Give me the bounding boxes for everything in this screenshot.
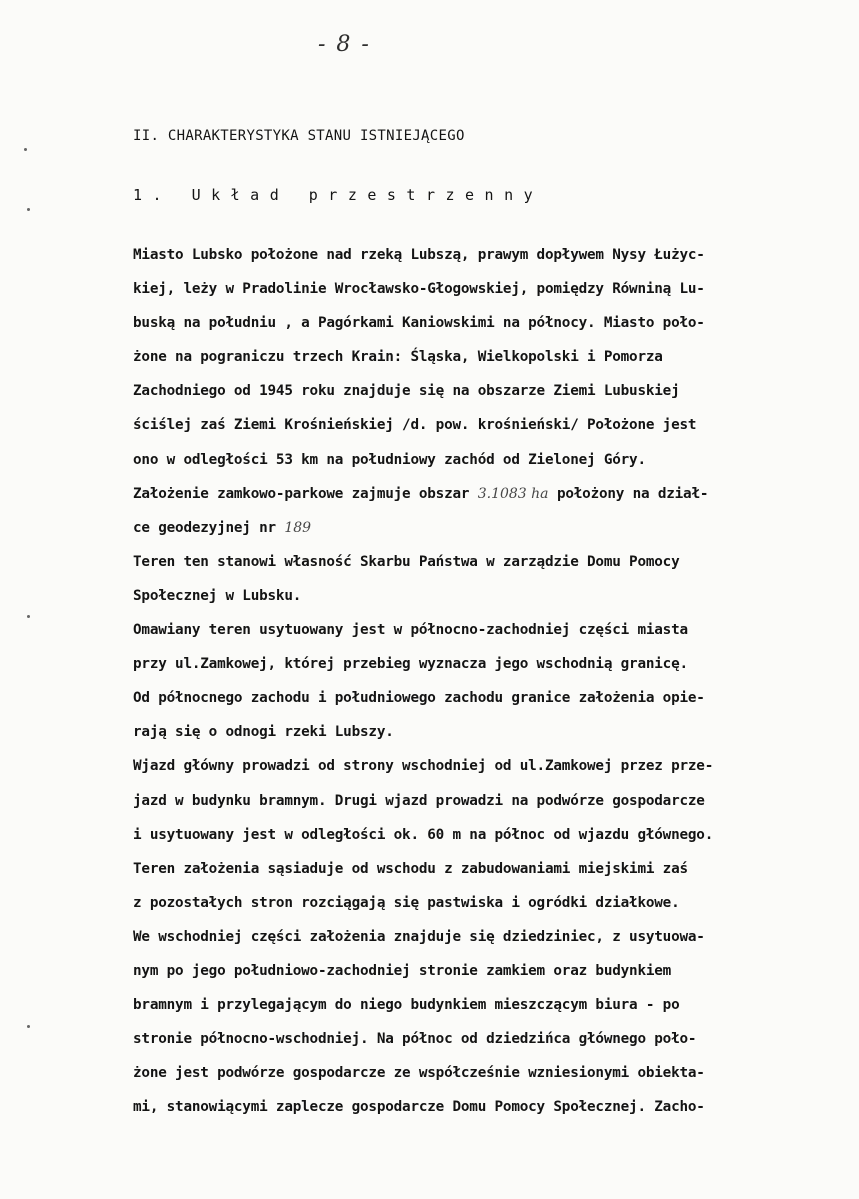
text-line: buską na południu , a Pagórkami Kaniowskimi na północy. Miasto poło- [133, 315, 705, 332]
margin-dot [24, 148, 27, 151]
text-line: Zachodniego od 1945 roku znajduje się na obszarze Ziemi Lubuskiej [133, 383, 680, 400]
text-line: przy ul.Zamkowej, której przebieg wyznacza jego wschodnią granicę. [133, 656, 688, 673]
text-line: jazd w budynku bramnym. Drugi wjazd prowadzi na podwórze gospodarcze [133, 792, 705, 809]
text-line: z pozostałych stron rozciągają się pastwiska i ogródki działkowe. [133, 894, 680, 911]
text-segment: ce geodezyjnej nr [133, 519, 285, 536]
handwritten-parcel-number: 189 [284, 519, 312, 536]
body-text [133, 238, 843, 1124]
text-line: ono w odległości 53 km na południowy zachód od Zielonej Góry. [133, 451, 646, 468]
text-line: We wschodniej części założenia znajduje się dziedziniec, z usytuowa- [133, 928, 705, 945]
text-line: nym po jego południowo-zachodniej stronie zamkiem oraz budynkiem [133, 962, 672, 979]
text-segment: położony na dział- [548, 485, 709, 502]
text-line: Omawiany teren usytuowany jest w północno-zachodniej części miasta [133, 622, 688, 639]
text-line: bramnym i przylegającym do niego budynkiem mieszczącym biura - po [133, 997, 680, 1014]
section-title: II. CHARAKTERYSTYKA STANU ISTNIEJĄCEGO [133, 128, 465, 144]
text-line: mi, stanowiącymi zaplecze gospodarcze Domu Pomocy Społecznej. Zacho- [133, 1099, 705, 1116]
text-line: kiej, leży w Pradolinie Wrocławsko-Głogowskiej, pomiędzy Równiną Lu- [133, 281, 705, 298]
text-line: żone na pograniczu trzech Krain: Śląska, Wielkopolski i Pomorza [133, 349, 663, 366]
text-segment: Założenie zamkowo-parkowe zajmuje obszar [133, 485, 478, 502]
text-line: stronie północno-wschodniej. Na północ od dziedzińca głównego poło- [133, 1031, 697, 1048]
margin-dot [27, 208, 30, 211]
text-line [133, 477, 843, 511]
page-number: - 8 - [318, 32, 371, 57]
text-line: Od północnego zachodu i południowego zachodu granice założenia opie- [133, 690, 705, 707]
text-line: Wjazd główny prowadzi od strony wschodniej od ul.Zamkowej przez prze- [133, 758, 714, 775]
text-line: ściślej zaś Ziemi Krośnieńskiej /d. pow. krośnieński/ Położone jest [133, 417, 697, 434]
text-line: Miasto Lubsko położone nad rzeką Lubszą, prawym dopływem Nysy Łużyc- [133, 247, 705, 263]
margin-dot [27, 615, 30, 618]
text-line: Teren ten stanowi własność Skarbu Państwa w zarządzie Domu Pomocy [133, 553, 680, 570]
margin-dot [27, 1025, 30, 1028]
text-line: żone jest podwórze gospodarcze ze współcześnie wzniesionymi obiekta- [133, 1065, 705, 1082]
text-line: Społecznej w Lubsku. [133, 587, 302, 604]
subsection-title: 1. Układ przestrzenny [133, 186, 544, 204]
text-line: i usytuowany jest w odległości ok. 60 m na północ od wjazdu głównego. [133, 826, 714, 843]
text-line: rają się o odnogi rzeki Lubszy. [133, 724, 394, 741]
handwritten-area: 3.1083 ha [477, 485, 549, 502]
text-line [133, 511, 843, 545]
text-line: Teren założenia sąsiaduje od wschodu z zabudowaniami miejskimi zaś [133, 860, 688, 877]
